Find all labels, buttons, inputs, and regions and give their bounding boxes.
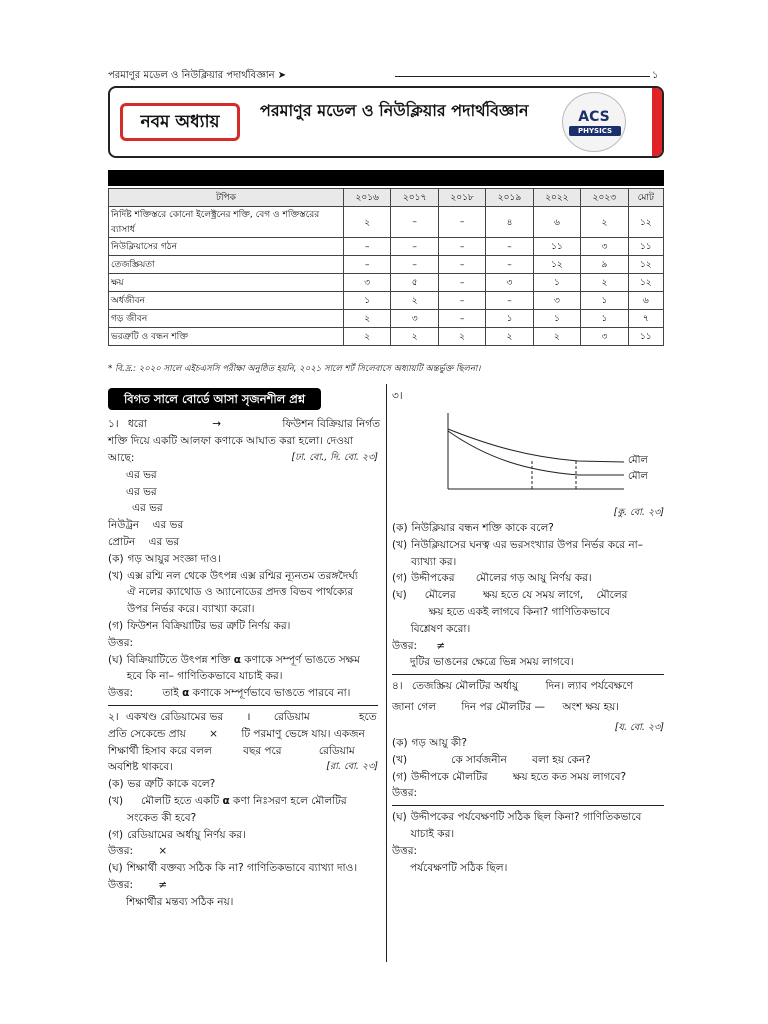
table-cell: ১ [581, 310, 628, 328]
q2-number: ২। [108, 710, 119, 723]
q1-gha [108, 652, 378, 686]
running-header-title: পরমাণুর মডেল ও নিউক্লিয়ার পদার্থবিজ্ঞান ➤ [108, 70, 287, 81]
table-cell: ১ [581, 292, 628, 310]
part-label: (গ) [392, 572, 408, 585]
table-cell: ৬ [628, 292, 663, 310]
q3-number: ৩। [392, 390, 403, 402]
table-header: ২০১৭ [391, 189, 438, 207]
table-cell: ১১ [533, 238, 580, 256]
table-cell: – [438, 274, 485, 292]
section-heading: বিগত সালে বোর্ডে আসা সৃজনশীল প্রশ্ন [108, 388, 321, 410]
table-cell: ৬ [533, 207, 580, 238]
page-number: ১ [652, 70, 659, 81]
table-cell: – [438, 292, 485, 310]
decay-graph [428, 409, 658, 505]
mass-label: নিউট্রন [108, 519, 140, 532]
table-cell: তেজস্ক্রিয়তা [109, 256, 344, 274]
mass-line: এর ভর [132, 502, 163, 515]
table-row [109, 256, 664, 274]
table-cell: – [438, 256, 485, 274]
q1-ka [108, 551, 378, 568]
question-2 [108, 709, 378, 911]
banner-accent-stripe [652, 88, 662, 156]
q4-ga [392, 769, 664, 786]
answer-label: উত্তর: [108, 845, 134, 858]
chapter-title: পরমাণুর মডেল ও নিউক্লিয়ার পদার্থবিজ্ঞান [260, 101, 529, 120]
q2-line-3: শিক্ষার্থী হিসাব করে বলল বছর পরে রেডিয়াম [108, 744, 355, 757]
part-label: (খ) [392, 753, 408, 766]
table-header: ২০১৯ [486, 189, 533, 207]
part-label: (ঘ) [392, 811, 407, 824]
q1-line-3 [108, 450, 378, 467]
part-label: (ঘ) [108, 862, 123, 875]
table-cell: ২ [581, 207, 628, 238]
question-separator [392, 674, 664, 675]
board-reference: [য. বো. ২৩] [614, 721, 664, 733]
q1-text: ফিউশন বিক্রিয়ার নির্গত [282, 418, 381, 431]
table-cell: ৯ [581, 256, 628, 274]
table-row [109, 238, 664, 256]
table-row [109, 207, 664, 238]
table-cell: নির্দিষ্ট শক্তিস্তরে কোনো ইলেক্ট্রনের শক্তি, বেগ ও শক্তিস্তরের ব্যাসার্ধ [109, 207, 344, 238]
table-cell: ২ [344, 310, 391, 328]
q3-ga [392, 570, 664, 587]
board-reference: [রা. বো. ২৩] [326, 761, 378, 773]
table-cell: ২ [438, 328, 485, 346]
answer-label: উত্তর: [392, 639, 418, 652]
table-cell: – [486, 256, 533, 274]
answer-label: উত্তর: [392, 787, 418, 800]
table-cell: ১২ [628, 207, 663, 238]
q3-ka [392, 520, 664, 537]
table-header: ২০১৮ [438, 189, 485, 207]
part-text: নিউক্লিয়ার বন্ধন শক্তি কাকে বলে? [411, 521, 554, 534]
question-separator [108, 705, 378, 706]
table-cell: – [391, 207, 438, 238]
chapter-label: নবম অধ্যায় [120, 103, 240, 141]
q4-ka [392, 735, 664, 752]
table-cell: ২ [391, 292, 438, 310]
answer-separator [392, 805, 664, 806]
table-cell: ১২ [533, 256, 580, 274]
decay-graph-svg [428, 409, 658, 505]
part-text: উদ্দীপকের পর্যবেক্ষণটি সঠিক ছিল কিনা? গাণিতিকভাবে যাচাই কর। [410, 811, 642, 840]
table-cell: – [438, 207, 485, 238]
table-cell: ভরত্রুটি ও বন্ধন শক্তি [109, 328, 344, 346]
q1-line-1 [108, 416, 381, 433]
mass-text: এর ভর [152, 519, 184, 532]
table-footnote: * বি.দ্র.: ২০২০ সালে এইচএসসি পরীক্ষা অনুষ্ঠিত হয়নি, ২০২১ সালে শর্ট সিলেবাসে অধ্যায়টি অন্তর্ভুক্ত ছিলনা। [108, 364, 481, 374]
board-reference: [কু. বো. ২৩] [613, 506, 664, 518]
q4-number: ৪। [392, 680, 403, 693]
table-header: মোট [628, 189, 663, 207]
acs-physics-logo [562, 92, 626, 152]
table-header: ২০১৬ [344, 189, 391, 207]
alpha-symbol: α [182, 687, 190, 700]
q2-answer-2 [108, 877, 378, 894]
mass-line: এর ভর [126, 468, 157, 481]
decay-curve-2 [448, 431, 624, 475]
not-equal-symbol: ≠ [436, 639, 446, 652]
q2-kha [108, 793, 378, 827]
table-cell: ৩ [533, 292, 580, 310]
answer-label: উত্তর: [392, 844, 418, 857]
q3-answer-text: দুটির ভাঙনের ক্ষেত্রে ভিন্ন সময় লাগবে। [410, 656, 574, 669]
q2-gha [108, 860, 378, 877]
part-label: (খ) [108, 569, 124, 582]
question-stats-table [108, 188, 664, 346]
answer-label: উত্তর: [108, 687, 134, 700]
table-cell: – [486, 292, 533, 310]
q4-line-2: জানা গেল দিন পর মৌলটির — অংশ ক্ষয় হয়। [392, 700, 620, 713]
not-equal-symbol: ≠ [158, 878, 168, 891]
logo-text: ACS [578, 109, 610, 125]
table-row [109, 328, 664, 346]
mass-line [108, 517, 378, 534]
table-cell: ৩ [486, 274, 533, 292]
table-cell: – [486, 238, 533, 256]
table-cell: ৫ [391, 274, 438, 292]
q4-line-1: ৪। তেজস্ক্রিয় মৌলটির অর্ধায়ু দিন। ল্যাব পর্যবেক্ষণে [392, 680, 633, 693]
q2-ga [108, 827, 378, 844]
q1-line-2: শক্তি দিয়ে একটি আলফা কণাকে আঘাত করা হলো। দেওয়া [108, 435, 354, 448]
part-label: (ক) [108, 778, 124, 791]
part-label: (গ) [392, 770, 408, 783]
table-cell: – [391, 238, 438, 256]
times-symbol: × [209, 727, 218, 740]
table-cell: ১ [486, 310, 533, 328]
answer-label: উত্তর: [108, 878, 134, 891]
table-row [109, 310, 664, 328]
q2-line-4: অবশিষ্ট থাকবে। [রা. বো. ২৩] [108, 759, 378, 776]
table-cell: ৪ [486, 207, 533, 238]
part-label: (গ) [108, 619, 124, 632]
q1-text: ধরো [127, 418, 147, 431]
q2-answer-text: শিক্ষার্থীর মন্তব্য সঠিক নয়। [126, 895, 234, 908]
part-label: (ক) [108, 552, 124, 565]
header-rule [395, 76, 650, 77]
table-cell: ৩ [391, 310, 438, 328]
part-label: (ঘ) [392, 589, 407, 602]
table-cell: ৩ [344, 274, 391, 292]
right-column [392, 388, 664, 876]
q3-gha [392, 587, 664, 637]
answer-label: উত্তর: [108, 636, 134, 649]
q1-answer: উত্তর: তাই α কণাকে সম্পূর্ণভাবে ভাঙতে পারবে না। [108, 687, 351, 700]
part-label: (খ) [108, 794, 124, 807]
table-cell: – [438, 310, 485, 328]
q4-gha [392, 809, 664, 843]
times-symbol: × [158, 845, 168, 858]
q3-kha [392, 537, 664, 571]
table-cell: – [344, 238, 391, 256]
table-cell: ক্ষয় [109, 274, 344, 292]
part-text: রেডিয়ামের অর্ধায়ু নির্ণয় কর। [127, 828, 246, 841]
table-cell: – [344, 256, 391, 274]
mass-line: এর ভর [126, 485, 157, 498]
q1-ga [108, 618, 378, 635]
part-text: গড় আয়ুর সংজ্ঞা দাও। [127, 552, 221, 565]
table-cell: ১১ [628, 238, 663, 256]
part-label: (গ) [108, 828, 124, 841]
board-reference: [ঢা. বো., দি. বো. ২৩] [291, 451, 378, 463]
column-divider [386, 384, 387, 962]
table-cell: গড় জীবন [109, 310, 344, 328]
table-header: ২০২৩ [581, 189, 628, 207]
q1-kha [108, 568, 378, 618]
alpha-symbol: α [222, 794, 230, 807]
q3-answer [392, 638, 664, 655]
table-header: টপিক [109, 189, 344, 207]
part-text: ভর ত্রুটি কাকে বলে? [127, 778, 216, 791]
question-3 [392, 388, 664, 671]
mass-line [108, 534, 378, 551]
arrow-symbol: → [212, 418, 222, 431]
part-text: কে সার্বজনীন বলা হয় কেন? [451, 753, 591, 766]
table-cell: ১২ [628, 256, 663, 274]
q2-answer-1 [108, 843, 378, 860]
part-text: বিক্রিয়াটিতে উৎপন্ন শক্তি α কণাকে সম্পূর্ণ ভাঙতে সক্ষম হবে কি না– গাণিতিকভাবে যাচাই কর। [126, 653, 360, 683]
mass-label: প্রোটন [108, 535, 136, 548]
table-cell: ১ [344, 292, 391, 310]
left-column [108, 388, 381, 911]
graph-label: মৌল [628, 454, 648, 466]
table-cell: ২ [581, 274, 628, 292]
black-bar [108, 170, 664, 186]
part-text: ফিউশন বিক্রিয়াটির ভর ত্রুটি নির্ণয় কর। [127, 619, 291, 632]
table-cell: – [391, 256, 438, 274]
q4-kha [392, 752, 664, 769]
q1-text: আছে: [108, 451, 135, 464]
table-cell: ২ [533, 328, 580, 346]
table-cell: নিউক্লিয়াসের গঠন [109, 238, 344, 256]
decay-curve-1 [448, 429, 624, 462]
part-label: (খ) [392, 538, 408, 551]
part-text: গড় আয়ু কী? [411, 736, 467, 749]
table-row [109, 274, 664, 292]
table-cell: – [438, 238, 485, 256]
table-row [109, 292, 664, 310]
table-cell: ৩ [581, 238, 628, 256]
q2-ka [108, 776, 378, 793]
table-cell: ৭ [628, 310, 663, 328]
part-text: শিক্ষার্থী বক্তব্য সঠিক কি না? গাণিতিকভাবে ব্যাখ্যা দাও। [126, 862, 358, 875]
table-cell: ১ [533, 274, 580, 292]
table-cell: ২ [486, 328, 533, 346]
part-text: মৌলটি হতে একটি α কণা নিঃসরণ হলে মৌলটির সংকেত কী হবে? [127, 794, 347, 824]
table-cell: অর্ধজীবন [109, 292, 344, 310]
q1-number: ১। [108, 418, 119, 431]
mass-text: এর ভর [148, 535, 180, 548]
q2-line-2: প্রতি সেকেন্ডে প্রায় × টি পরমাণু ভেঙ্গে যায়। একজন [108, 727, 365, 740]
table-cell: ২ [391, 328, 438, 346]
part-text: মৌলের ক্ষয় হতে যে সময় লাগে, মৌলের ক্ষয় হতে একই লাগবে কিনা? গাণিতিকভাবে বিশ্লেষণ করো। [410, 589, 628, 635]
table-header: ২০২২ [533, 189, 580, 207]
part-text: উদ্দীপকে মৌলটির ক্ষয় হতে কত সময় লাগবে? [411, 770, 627, 783]
part-text: নিউক্লিয়াসের ঘনত্ব এর ভরসংখ্যার উপর নির্ভর করে না– ব্যাখ্যা কর। [411, 538, 643, 568]
part-text: উদ্দীপকের মৌলের গড় আয়ু নির্ণয় কর। [411, 572, 592, 585]
graph-label: মৌল [628, 470, 648, 482]
table-cell: ৩ [581, 328, 628, 346]
table-header-row [109, 189, 664, 207]
part-label: (ক) [392, 521, 408, 534]
question-4 [392, 678, 664, 876]
q4-answer-text: পর্যবেক্ষণটি সঠিক ছিল। [410, 861, 508, 874]
q2-line-1: ২। একখণ্ড রেডিয়ামের ভর । রেডিয়াম হতে [108, 710, 377, 723]
part-label: (ক) [392, 736, 408, 749]
table-cell: ১ [533, 310, 580, 328]
logo-subtext: PHYSICS [569, 126, 621, 136]
chapter-banner [108, 86, 664, 158]
question-1 [108, 416, 381, 702]
part-text: এক্স রশ্মি নল থেকে উৎপন্ন এক্স রশ্মির ন্যূনতম তরঙ্গদৈর্ঘ্য ঐ নলের ক্যাথোড ও অ্যানোডের প্রদত্ত বিভব পার্থক্যের উপর নির্ভর করে। ব্যাখ্যা করো। [127, 569, 358, 616]
table-cell: ২ [344, 328, 391, 346]
part-label: (ঘ) [108, 653, 123, 666]
table-cell: ১১ [628, 328, 663, 346]
table-cell: ১২ [628, 274, 663, 292]
table-cell: ২ [344, 207, 391, 238]
alpha-symbol: α [233, 653, 241, 666]
